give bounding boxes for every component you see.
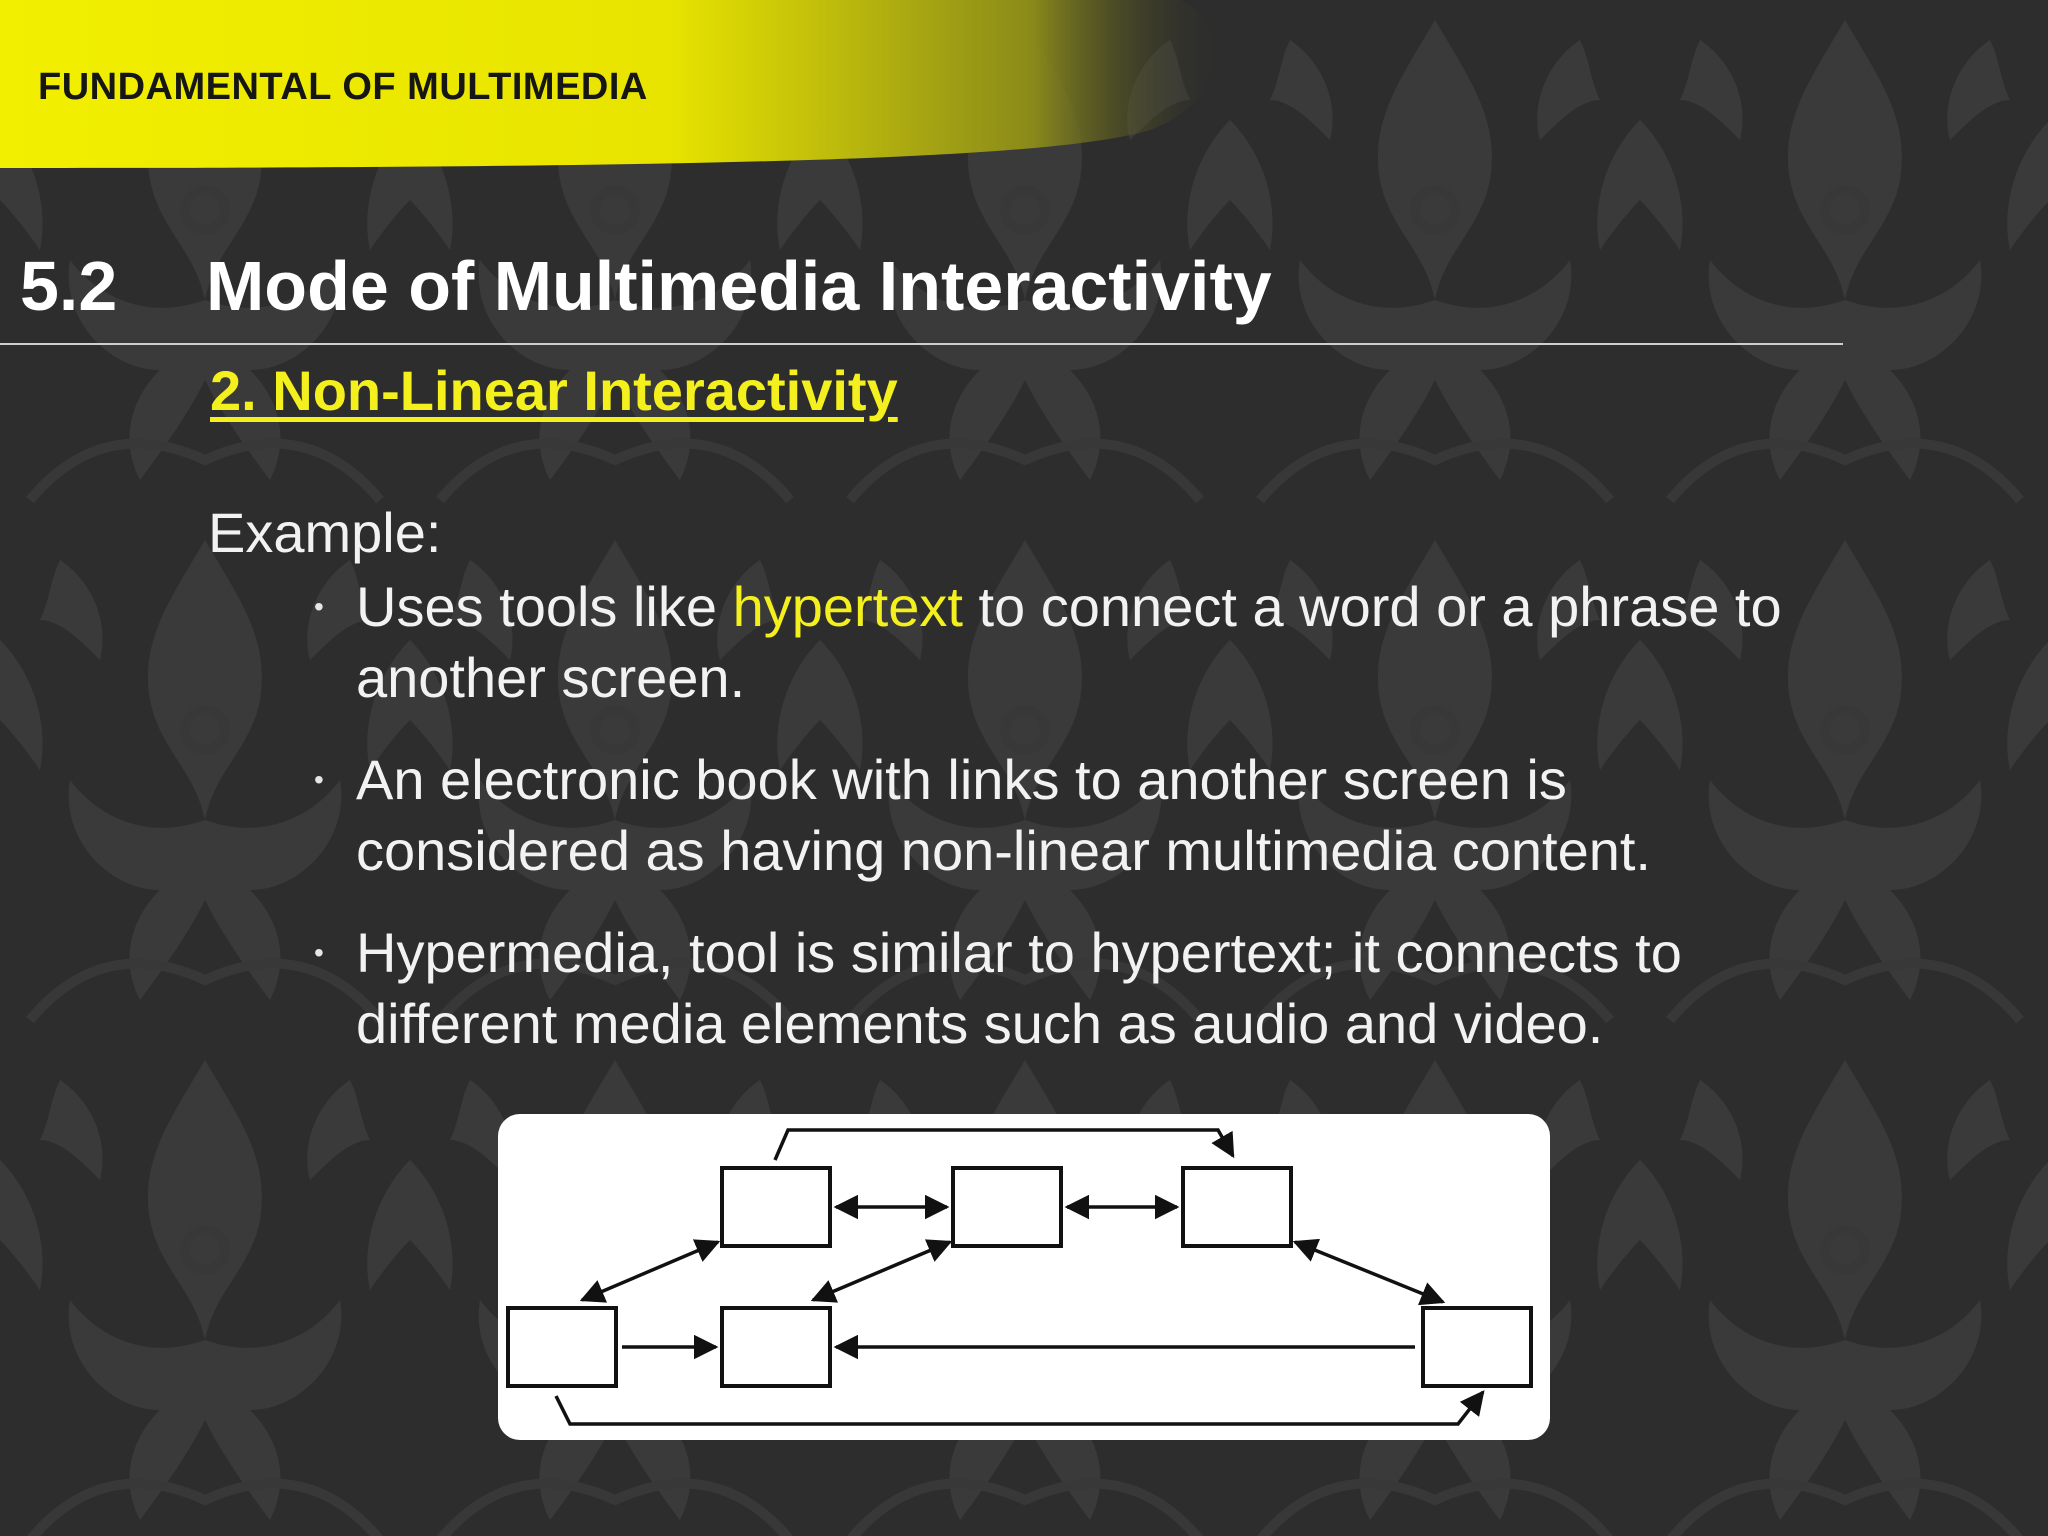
example-label: Example:: [208, 501, 442, 564]
diagram-link: [775, 1130, 1233, 1160]
diagram-link: [582, 1242, 718, 1300]
bullet-dot-icon: •: [314, 591, 324, 622]
course-title: FUNDAMENTAL OF MULTIMEDIA: [38, 66, 648, 108]
diagram-node: [1183, 1168, 1291, 1246]
diagram-node: [1423, 1308, 1531, 1386]
bullet-item: • An electronic book with links to another screen is considered as having non-linear multimedia content.: [356, 744, 1836, 886]
bullet-dot-icon: •: [314, 937, 324, 968]
title-divider: [0, 343, 1843, 345]
diagram-link: [1295, 1242, 1443, 1302]
bullet-item: • Uses tools like hypertext to connect a word or a phrase to another screen.: [356, 571, 1836, 713]
diagram-canvas: [498, 1114, 1550, 1440]
diagram-node: [953, 1168, 1061, 1246]
section-title: Mode of Multimedia Interactivity: [206, 247, 1272, 325]
navigation-diagram: [498, 1114, 1550, 1440]
diagram-node: [508, 1308, 616, 1386]
diagram-node: [722, 1308, 830, 1386]
bullet-item: • Hypermedia, tool is similar to hypertext; it connects to different media elements such as audio and video.: [356, 917, 1836, 1059]
section-number: 5.2: [20, 247, 118, 325]
diagram-node: [722, 1168, 830, 1246]
diagram-link: [813, 1242, 950, 1300]
bullet-dot-icon: •: [314, 764, 324, 795]
highlight-term: hypertext: [732, 575, 963, 638]
diagram-link: [556, 1392, 1483, 1424]
subtitle: 2. Non-Linear Interactivity: [210, 359, 898, 422]
